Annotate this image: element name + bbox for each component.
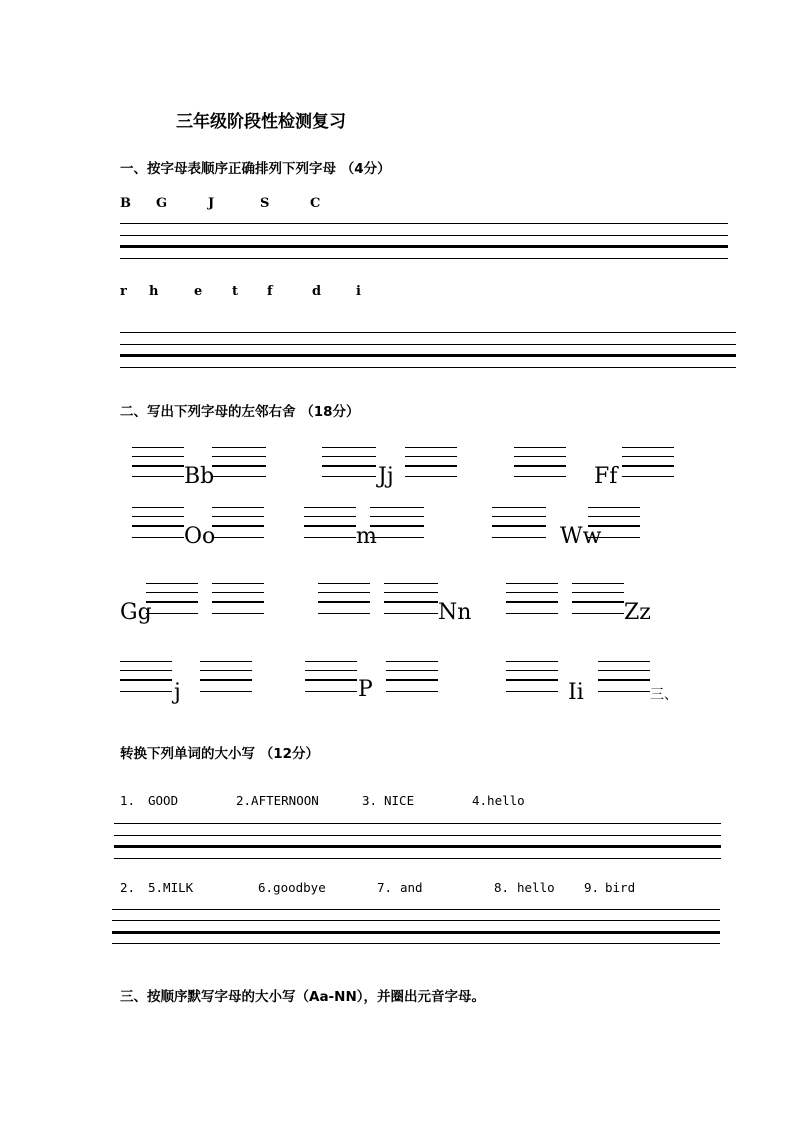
page-title: 三年级阶段性检测复习 xyxy=(176,112,346,132)
letter-item: e xyxy=(194,284,203,299)
letter-pair: P xyxy=(358,677,373,702)
section-4-heading: 三、按顺序默写字母的大小写（Aa-NN），并圈出元音字母。 xyxy=(120,989,486,1005)
word-item: hello xyxy=(517,880,555,895)
word-item: 1. xyxy=(120,793,136,808)
word-item: 5.MILK xyxy=(148,880,194,895)
word-item: and xyxy=(400,880,423,895)
letter-pair: m xyxy=(356,524,377,549)
letter-pair: Nn xyxy=(438,600,472,625)
word-item: GOOD xyxy=(148,793,179,808)
trailing-section-marker: 三、 xyxy=(650,687,678,703)
letter-pair: Ff xyxy=(594,464,618,489)
letter-item: h xyxy=(149,284,159,299)
section-3-heading: 转换下列单词的大小写 （12分） xyxy=(120,746,319,762)
section-1-heading: 一、按字母表顺序正确排列下列字母 （4分） xyxy=(120,161,391,177)
letter-pair: Gg xyxy=(120,600,152,625)
word-item: 8. xyxy=(494,880,510,895)
letter-pair: Ww xyxy=(560,524,602,549)
word-item: 6.goodbye xyxy=(258,880,326,895)
letter-pair: Jj xyxy=(378,464,394,489)
letter-item: G xyxy=(156,196,168,211)
letter-item: d xyxy=(312,284,322,299)
word-item: 9. xyxy=(584,880,600,895)
letter-item: i xyxy=(356,284,361,299)
word-item: 7. xyxy=(377,880,393,895)
letter-pair: Zz xyxy=(624,600,651,625)
letter-pair: Oo xyxy=(184,524,216,549)
letter-item: C xyxy=(310,196,321,211)
letter-item: r xyxy=(120,284,127,299)
word-item: 4.hello xyxy=(472,793,525,808)
letter-item: S xyxy=(260,196,270,211)
word-item: 2.AFTERNOON xyxy=(236,793,319,808)
letter-item: t xyxy=(232,284,239,299)
word-item: bird xyxy=(605,880,636,895)
letter-item: f xyxy=(267,284,273,299)
letter-item: J xyxy=(208,196,215,211)
word-item: 3. xyxy=(362,793,378,808)
letter-pair: j xyxy=(174,680,181,705)
word-item: 2. xyxy=(120,880,136,895)
letter-pair: Bb xyxy=(184,464,215,489)
letter-pair: Ii xyxy=(568,680,584,705)
letter-item: B xyxy=(120,196,131,211)
word-item: NICE xyxy=(384,793,415,808)
section-2-heading: 二、写出下列字母的左邻右舍 （18分） xyxy=(120,404,360,420)
